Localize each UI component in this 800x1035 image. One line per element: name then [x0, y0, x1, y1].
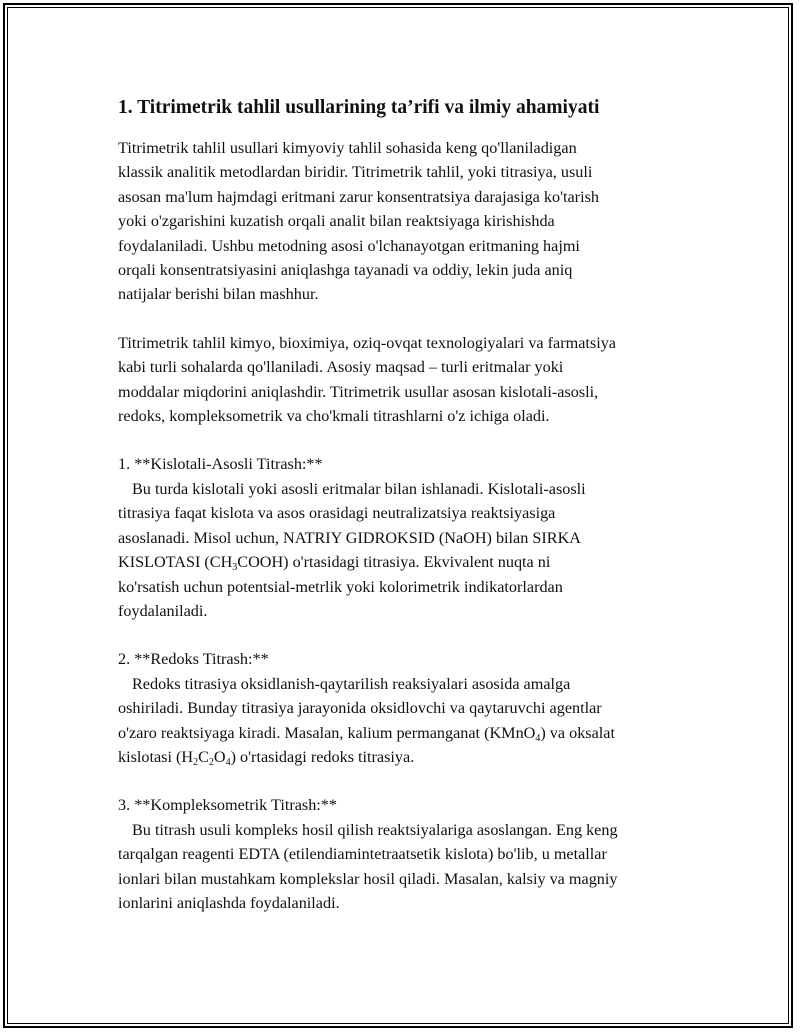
redox-section — [118, 647, 688, 769]
text-fragment: o'zaro reaktsiyaga kiradi. Masalan, kalium permanganat (KMnO — [118, 723, 536, 742]
text-line: ionlari bilan mustahkam komplekslar hosil qiladi. Masalan, kalsiy va magniy — [118, 869, 618, 888]
text-line: kabi turli sohalarda qo'llaniladi. Asosiy maqsad – turli eritmalar yoki — [118, 358, 564, 377]
text-line: foydalaniladi. Ushbu metodning asosi o'lchanayotgan eritmaning hajmi — [118, 236, 580, 255]
complexometric-title: 3. **Kompleksometrik Titrash:** — [118, 796, 337, 815]
text-line: Titrimetrik tahlil kimyo, bioximiya, oziq-ovqat texnologiyalari va farmatsiya — [118, 333, 616, 352]
text-fragment: COOH) o'rtasidagi titrasiya. Ekvivalent nuqta ni — [237, 553, 551, 572]
text-line: oshiriladi. Bunday titrasiya jarayonida oksidlovchi va qaytaruvchi agentlar — [118, 699, 602, 718]
text-line: moddalar miqdorini aniqlashdir. Titrimetrik usullar asosan kislotali-asosli, — [118, 382, 599, 401]
text-line: klassik analitik metodlardan biridir. Titrimetrik tahlil, yoki titrasiya, usuli — [118, 163, 593, 182]
applications-paragraph — [118, 331, 688, 429]
text-line: Bu turda kislotali yoki asosli eritmalar bilan ishlanadi. Kislotali-asosli — [132, 479, 586, 498]
subscript: 2 — [208, 756, 214, 768]
subscript: 4 — [225, 756, 231, 768]
text-fragment: ) o'rtasidagi redoks titrasiya. — [230, 747, 415, 766]
text-line — [118, 721, 688, 745]
intro-paragraph — [118, 136, 688, 307]
acid-base-section — [118, 452, 688, 623]
subscript: 3 — [232, 562, 238, 574]
section-heading: 1. Titrimetrik tahlil usullarining ta’rifi va ilmiy ahamiyati — [118, 97, 600, 118]
document-body — [118, 96, 688, 939]
text-fragment: KISLOTASI (CH — [118, 553, 233, 572]
subscript: 4 — [535, 732, 541, 744]
text-line: redoks, kompleksometrik va cho'kmali titrashlarni o'z ichiga oladi. — [118, 407, 550, 426]
text-line: tarqalgan reagenti EDTA (etilendiamintetraatsetik kislota) bo'lib, u metallar — [118, 845, 607, 864]
text-line: foydalaniladi. — [118, 601, 208, 620]
text-line — [118, 745, 688, 769]
text-line: orqali konsentratsiyasini aniqlashga tayanadi va oddiy, lekin juda aniq — [118, 261, 573, 280]
text-line: Redoks titrasiya oksidlanish-qaytarilish reaksiyalari asosida amalga — [132, 674, 571, 693]
text-line: Titrimetrik tahlil usullari kimyoviy tahlil sohasida keng qo'llaniladigan — [118, 139, 577, 157]
text-fragment: ) va oksalat — [540, 723, 615, 742]
text-line: titrasiya faqat kislota va asos orasidagi neutralizatsiya reaktsiyasiga — [118, 504, 556, 523]
text-line: ko'rsatish uchun potentsial-metrlik yoki kolorimetrik indikatorlardan — [118, 577, 563, 596]
text-line: asosan ma'lum hajmdagi eritmani zarur konsentratsiya darajasiga ko'tarish — [118, 187, 599, 206]
text-fragment: O — [213, 747, 226, 766]
redox-title: 2. **Redoks Titrash:** — [118, 650, 269, 669]
subscript: 2 — [193, 756, 199, 768]
complexometric-section — [118, 793, 688, 915]
text-line: ionlarini aniqlashda foydalaniladi. — [118, 893, 340, 912]
acid-base-title: 1. **Kislotali-Asosli Titrash:** — [118, 455, 323, 474]
text-line: Bu titrash usuli kompleks hosil qilish reaktsiyalariga asoslangan. Eng keng — [132, 820, 618, 839]
text-fragment: kislotasi (H — [118, 747, 194, 766]
text-fragment: C — [198, 747, 209, 766]
text-line: natijalar berishi bilan mashhur. — [118, 285, 319, 304]
text-line: asoslanadi. Misol uchun, NATRIY GIDROKSID (NaOH) bilan SIRKA — [118, 528, 581, 547]
text-line — [118, 550, 688, 574]
text-line: yoki o'zgarishini kuzatish orqali analit bilan reaktsiyaga kirishishda — [118, 212, 555, 231]
